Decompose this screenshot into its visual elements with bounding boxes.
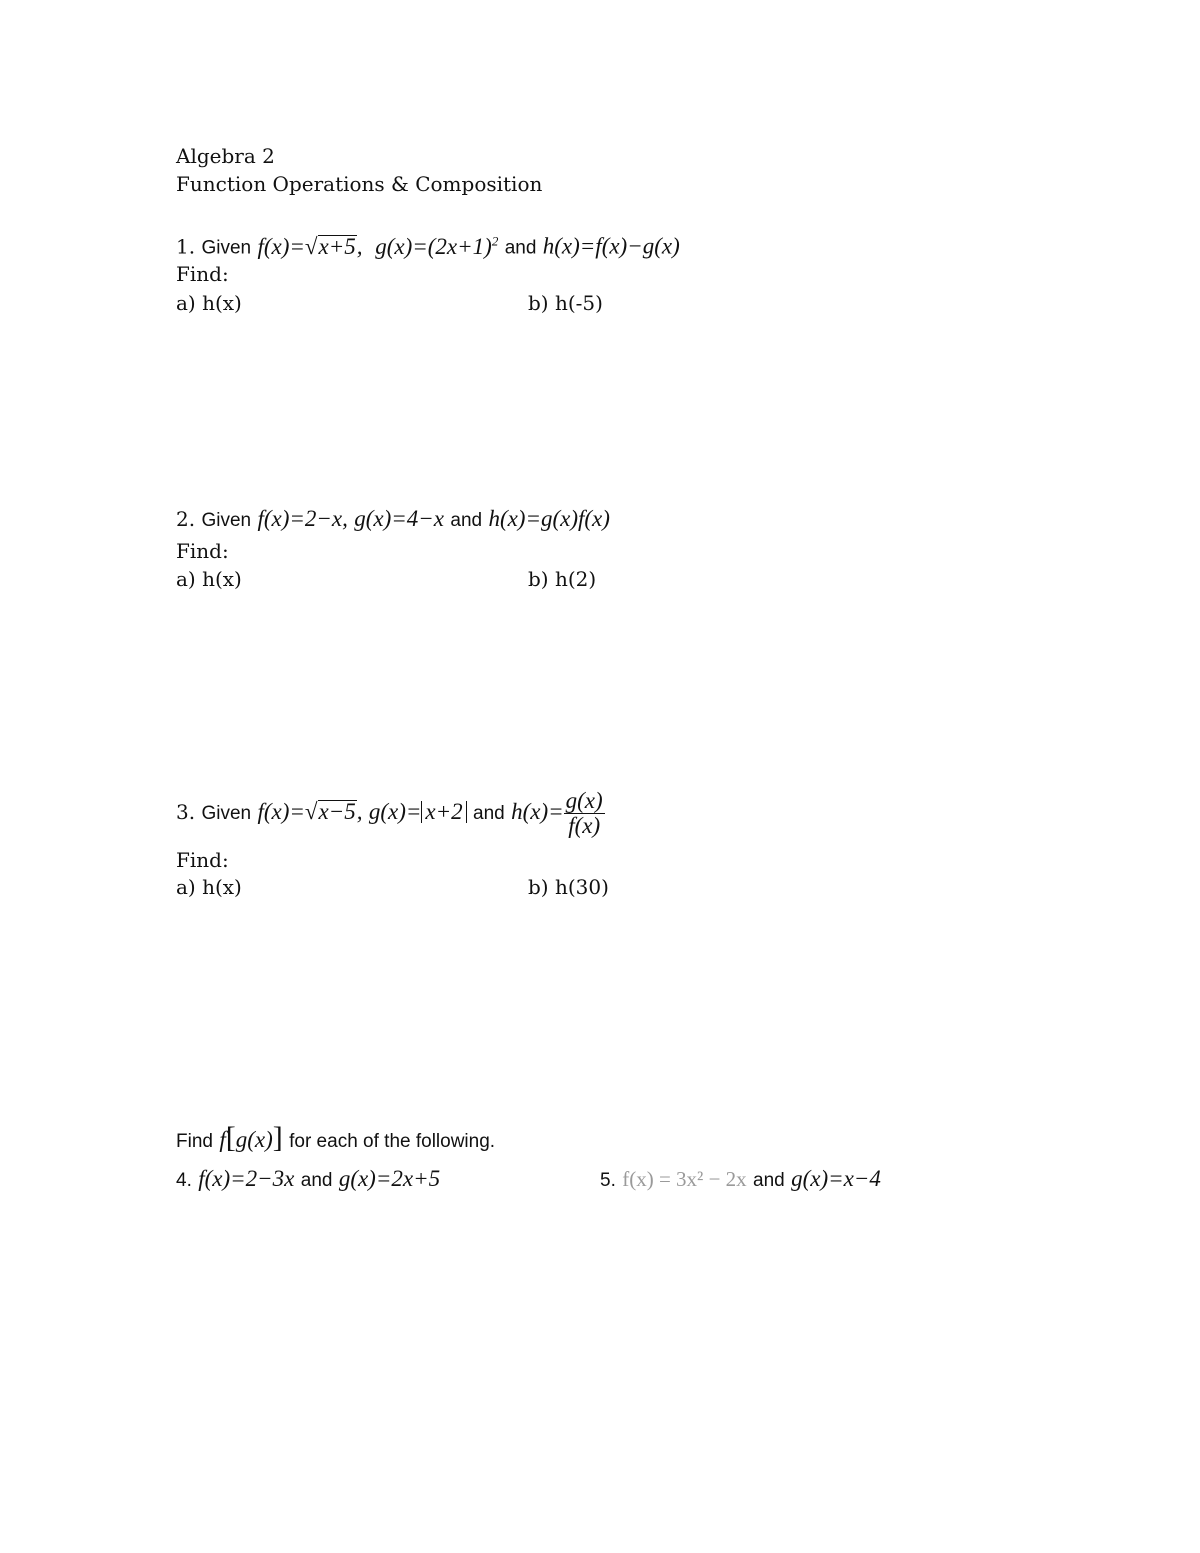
function-h: h(x)=f(x)−g(x) [542,233,680,259]
given-label: Given [201,237,252,259]
function-f: f(x)=√x−5, [257,799,363,824]
given-label: Given [201,510,252,531]
problem-3-part-a: a) h(x) [176,875,242,899]
course-title: Algebra 2 [176,144,275,168]
function-f: f(x)=2−x, [257,506,348,531]
topic-title: Function Operations & Composition [176,172,543,196]
composition-item-5 [600,1163,881,1197]
problem-number: 2. [176,507,196,531]
and-label: and [473,803,505,824]
problem-number: 3. [176,800,196,824]
problem-1-given [176,229,680,261]
function-g: g(x)=2x+5 [338,1166,441,1191]
find-label: Find [176,1131,213,1152]
problem-2-given [176,507,610,533]
problem-2-find: Find: [176,539,229,563]
composition-expression: f[g(x)] [219,1121,283,1154]
problem-1-part-a: a) h(x) [176,291,242,315]
function-g: g(x)=4−x [354,506,445,531]
problem-1-part-b: b) h(-5) [528,291,603,315]
function-g: g(x)=x−4 [791,1166,881,1191]
given-label: Given [201,803,252,824]
composition-instructions [176,1120,495,1160]
problem-3-find: Find: [176,848,229,872]
composition-suffix: for each of the following. [289,1131,496,1152]
problem-2-part-b: b) h(2) [528,567,597,591]
item-number: 5. [600,1170,616,1191]
problem-3-given [176,786,605,838]
function-h: h(x)= $\frac{g(x)}{f(x)}$ [511,788,603,839]
problem-3-part-b: b) h(30) [528,875,609,899]
and-label: and [300,1170,333,1191]
and-label: and [504,237,537,259]
function-g: g(x)= x+2 [369,799,467,824]
and-label: and [753,1170,785,1191]
problem-number: 1. [176,234,196,259]
function-f: f(x)=√x+5, [257,233,363,259]
function-f: f(x)=2−3x [198,1166,295,1191]
and-label: and [450,510,483,531]
function-h: h(x)=g(x)f(x) [488,506,610,531]
problem-1-find: Find: [176,262,229,286]
composition-item-4 [176,1163,440,1197]
function-g: $g(x)=(2x+1)^2$ [375,233,499,259]
problem-2-part-a: a) h(x) [176,567,242,591]
function-f: f(x) = 3x² − 2x [622,1167,747,1191]
item-number: 4. [176,1170,192,1191]
